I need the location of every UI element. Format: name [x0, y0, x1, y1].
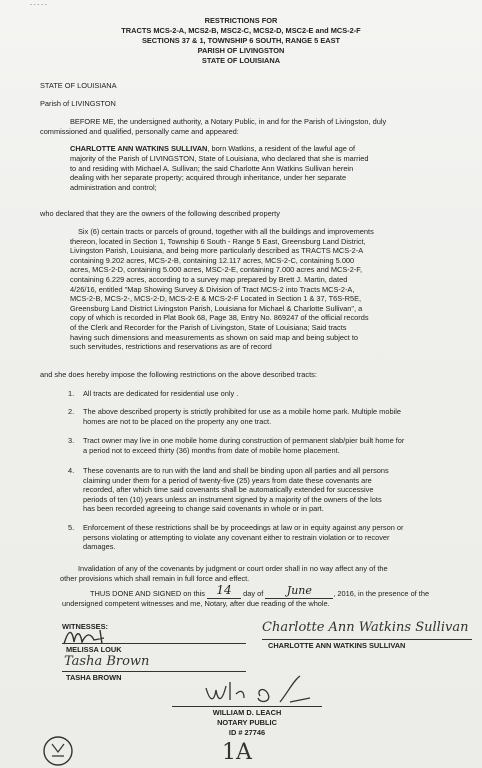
appearer-paragraph: majority of the Parish of LIVINGSTON, State of Louisiana, who declared that she is married to and residing with Michael A. Sullivan; the said Charlotte Ann Watkins Sullivan herein dealing with her separate property; acquired through inheritance, under her separate administration and control; — [70, 154, 369, 192]
signed-line-2: undersigned competent witnesses and me, Notary, after due reading of the whole. — [62, 599, 330, 608]
witness-2-signature: Tasha Brown — [64, 654, 150, 669]
restriction-1-text: All tracts are dedicated for residential use only . — [83, 389, 239, 398]
header-line-2: TRACTS MCS-2-A, MCS2-B, MSC2-C, MCS2-D, MSC2-E and MCS-2-F — [121, 26, 361, 35]
restriction-3-text: Tract owner may live in one mobile home during construction of permanent slab/pier built home for a period not to exceed thirty (36) months from date of mobile home placement. — [83, 436, 405, 455]
invalidation-paragraph: Invalidation of any of the covenants by judgment or court order shall in no way affect any of the other provisions which shall remain in full force and effect. — [60, 564, 388, 583]
witnesses-label: WITNESSES: — [62, 622, 108, 631]
signed-suffix: , 2016, in the presence of the — [333, 589, 430, 598]
restriction-3-number: 3. — [68, 436, 75, 445]
restriction-2-text: The above described property is strictly prohibited for use as a mobile home park. Multiple mobile homes are not to be placed on the property any one tract. — [83, 407, 401, 426]
restriction-5-text: Enforcement of these restrictions shall be by proceedings at law or in equity against any person or persons violating or attempting to violate any covenant either to restrain violation or to recover damages. — [83, 523, 404, 552]
restriction-4-text: These covenants are to run with the land and shall be binding upon all parties and all persons claiming under them for a period of twenty-five (25) years from date these covenants are recorded, after which time said covenants shall be automatically extended for successive periods of ten (10) years unless an instrument signed by a majority of the owners of the lots has been recorded agreeing to change said covenants in whole or in part. — [83, 466, 389, 514]
notary-id: ID # 27746 — [228, 728, 266, 737]
header-line-3: SECTIONS 37 & 1, TOWNSHIP 6 SOUTH, RANGE 5 EAST — [141, 36, 341, 45]
header-line-5: STATE OF LOUISIANA — [201, 56, 281, 65]
notary-title: NOTARY PUBLIC — [217, 718, 277, 727]
owner-signature-line — [262, 639, 472, 640]
page-mark: 1A — [222, 740, 252, 765]
notary-signature — [200, 672, 330, 708]
restriction-5-number: 5. — [68, 523, 75, 532]
witness-2-name: TASHA BROWN — [66, 673, 122, 682]
signed-day: 14 — [216, 583, 232, 597]
parish-label: Parish of LIVINGSTON — [40, 99, 116, 108]
owners-line: who declared that they are the owners of the following described property — [40, 209, 280, 218]
restriction-1-number: 1. — [68, 389, 75, 398]
signed-line — [90, 583, 430, 599]
header-line-4: PARISH OF LIVINGSTON — [197, 46, 285, 55]
header-line-1: RESTRICTIONS FOR — [204, 16, 278, 25]
restriction-2-number: 2. — [68, 407, 75, 416]
notary-line — [172, 706, 322, 707]
signed-month: June — [286, 584, 312, 597]
corner-mark: - - - - - — [30, 2, 47, 8]
signed-mid: day of — [243, 589, 264, 598]
intro-paragraph: BEFORE ME, the undersigned authority, a Notary Public, in and for the Parish of Livingston, duly commissioned and qualified, personally came and appeared: — [40, 117, 387, 136]
appearer-name: CHARLOTTE ANN WATKINS SULLIVAN — [70, 144, 208, 153]
state-label: STATE OF LOUISIANA — [40, 81, 117, 90]
owner-signature: Charlotte Ann Watkins Sullivan — [262, 620, 469, 635]
owner-name: CHARLOTTE ANN WATKINS SULLIVAN — [268, 641, 406, 650]
witness-1-line — [62, 643, 246, 644]
signed-prefix: THUS DONE AND SIGNED on this — [90, 589, 205, 598]
property-description: Six (6) certain tracts or parcels of ground, together with all the buildings and improvements thereon, located in Section 1, Township 6 South - Range 5 East, Greensburg Land District, Livingston Parish, Louisiana, and being more particularly described as TRACTS MCS-2-A containing 9.202 acres, MCS-2-B, containing 12.117 acres, MCS-2-C, containing 5.000 acres, MCS-2-D, containing 5.000 acres, MSC-2-E, containing 7.000 acres and MCS-2-F, containing 6.229 acres, according to a survey map prepared by Brett J. Martin, dated 4/26/16, entitled "Map Showing Survey & Division of Tract MCS-2 into Tracts MCS-2-A, MCS-2-B, MCS-2-, MCS-2-D, MCS-2-E & MCS-2-F Located in Section 1 & 37, T6S-R5E, Greensburg Land District Livingston Parish, Louisiana for Michael & Charlotte Sullivan", a copy of which is recorded in Plat Book 68, Page 38, Entry No. 869247 of the official records of the Clerk and Recorder for the Parish of Livingston, State of Louisiana; Said tracts having such dimensions and measurements as shown on said map and being subject to such servitudes, restrictions and reservations as are of record — [70, 227, 374, 352]
recording-stamp — [40, 734, 76, 768]
notary-name: WILLIAM D. LEACH — [212, 708, 282, 717]
appearer-line — [70, 144, 355, 153]
appearer-text: , born Watkins, a resident of the lawful age of — [207, 144, 356, 153]
witness-1-name: MELISSA LOUK — [66, 645, 122, 654]
impose-line: and she does hereby impose the following restrictions on the above described tracts: — [40, 370, 317, 379]
restriction-4-number: 4. — [68, 466, 75, 475]
